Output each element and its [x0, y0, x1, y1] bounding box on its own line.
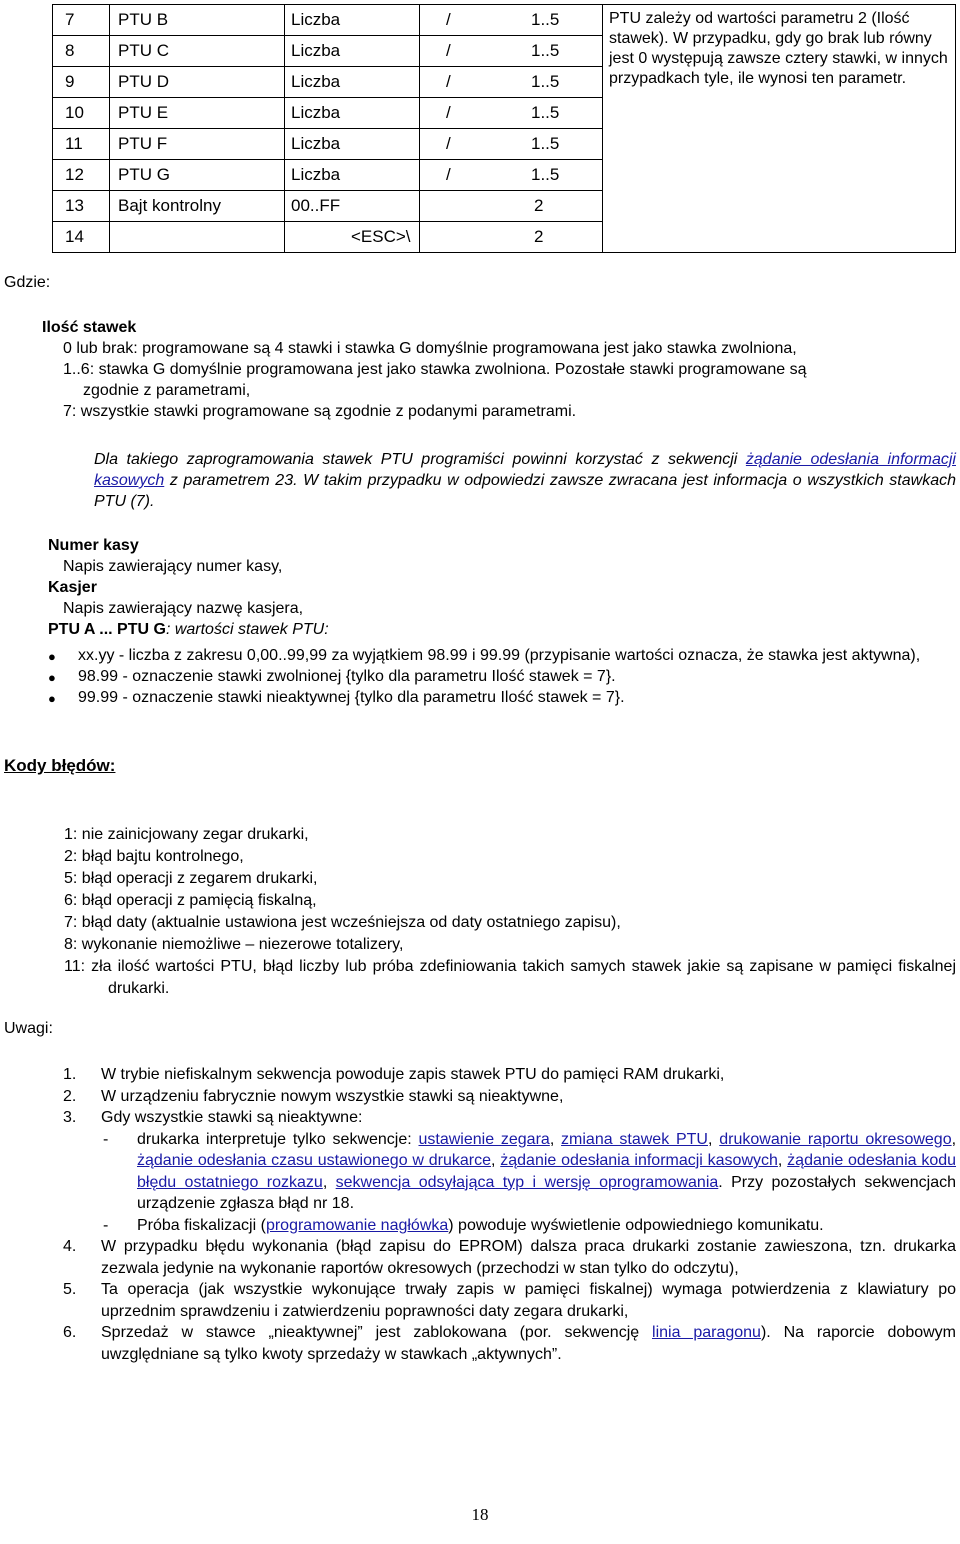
link-drukowanie-raportu-okresowego[interactable]: drukowanie raportu okresowego [719, 1130, 952, 1148]
note-number: 5. [63, 1281, 77, 1298]
row-type-value: <ESC>\ [351, 227, 411, 246]
note-text: Ta operacja (jak wszystkie wykonujące trwały zapis w pamięci fiskalnej) wymaga potwierdzenia z klawiatury po uprzednim sprawdzeniu i zatwierdzeniu poprawności daty zegara drukarki, [101, 1281, 956, 1320]
note-text: ). Na raporcie dobowym uwzględniane są tylko kwoty sprzedaży w stawkach „aktywnych”. [101, 1324, 957, 1363]
ilosc-para-text: Dla takiego zaprogramowania stawek PTU programiści powinni korzystać z sekwencji [94, 451, 738, 468]
row-range [420, 5, 603, 36]
row-type-value: Liczba [291, 134, 341, 153]
page-number: 18 [471, 1505, 489, 1524]
row-separator [426, 196, 531, 216]
row-type-value: Liczba [291, 72, 341, 91]
row-range-value: 1..5 [531, 165, 560, 184]
row-type [285, 129, 420, 160]
row-separator: / [446, 103, 451, 122]
link-programowanie-naglowka[interactable]: programowanie nagłówka [265, 1216, 449, 1234]
note-text: Sprzedaż w stawce „nieaktywnej” jest zablokowana (por. sekwencję [101, 1324, 640, 1341]
row-number: 7 [53, 5, 110, 36]
note-item [63, 1236, 956, 1279]
row-range [420, 160, 603, 191]
ptu-desc: : wartości stawek PTU: [165, 621, 329, 638]
row-type-value: Liczba [291, 10, 341, 29]
row-range-value: 1..5 [531, 41, 560, 60]
row-range-value: 1..5 [531, 103, 560, 122]
row-type-value: Liczba [291, 41, 341, 60]
link-zadanie-informacji-kasowych-2[interactable]: żądanie odesłania informacji kasowych [500, 1152, 778, 1169]
link-zadanie-informacji-kasowych[interactable]: żądanie odesłania informacji kasowych [94, 451, 956, 489]
ilosc-paragraph [94, 449, 956, 512]
row-name: PTU G [110, 160, 285, 191]
link-zadanie-kodu-bledu[interactable]: żądanie odesłania kodu błędu ostatniego rozkazu [137, 1152, 957, 1191]
link-zadanie-czasu[interactable]: żądanie odesłania czasu ustawionego w drukarce [137, 1152, 491, 1169]
note-item [63, 1086, 956, 1108]
row-range-value: 2 [534, 196, 544, 215]
uwagi-list [63, 1064, 956, 1365]
bullet-item: ● xx.yy - liczba z zakresu 0,00..99,99 za wyjątkiem 98.99 i 99.99 (przypisanie wartości oznacza, że stawka jest aktywna), [48, 645, 955, 666]
note-text: . Przy pozostałych sekwencjach urządzenie zgłasza błąd nr 18. [137, 1173, 956, 1212]
row-number: 14 [53, 222, 110, 253]
error-item: 11: zła ilość wartości PTU, błąd liczby lub próba zdefiniowania takich samych stawek jakie są zapisane w pamięci fiskalnej drukarki. [64, 958, 956, 997]
row-range [420, 36, 603, 67]
note-item [63, 1107, 956, 1236]
row-type-value: Liczba [291, 165, 341, 184]
row-number: 13 [53, 191, 110, 222]
row-type [285, 98, 420, 129]
error-item: 1: nie zainicjowany zegar drukarki, [64, 826, 309, 843]
ptu-title: PTU A ... PTU G [48, 621, 166, 638]
numer-kasy-title: Numer kasy [48, 537, 139, 554]
note-text: Gdy wszystkie stawki są nieaktywne: [101, 1109, 363, 1126]
ilosc-line-1: 0 lub brak: programowane są 4 stawki i stawka G domyślnie programowana jest jako stawka zwolniona, [63, 340, 797, 357]
row-range [420, 67, 603, 98]
ptu-note: PTU zależy od wartości parametru 2 (Ilość stawek). W przypadku, gdy go brak lub równy jest 0 występują zawsze cztery stawki, w innych przypadkach tyle, ile wynosi ten parametr. [603, 5, 956, 253]
row-range-value: 1..5 [531, 10, 560, 29]
row-type [285, 36, 420, 67]
row-range-value: 1..5 [531, 134, 560, 153]
note-3-dash-2: - Próba fiskalizacji (programowanie nagłówka) powoduje wyświetlenie odpowiedniego komunikatu. [103, 1216, 824, 1234]
row-separator: / [446, 10, 451, 29]
row-name: PTU B [110, 5, 285, 36]
row-range-value: 1..5 [531, 72, 560, 91]
link-zmiana-stawek-ptu[interactable]: zmiana stawek PTU [561, 1130, 708, 1148]
note-3-dash-1: - drukarka interpretuje tylko sekwencje: ustawienie zegara, zmiana stawek PTU, drukowanie raportu okresowego, żądanie odesłania czasu ustawionego w drukarce, żądanie odesłania informacji kasowych, żądanie odesłania kodu błędu ostatniego rozkazu, sekwencja odsyłająca typ i wersję oprogramowania. Przy pozostałych sekwencjach urządzenie zgłasza błąd nr 18. [103, 1130, 957, 1212]
note-text: Próba fiskalizacji ( [137, 1216, 266, 1234]
row-name [110, 222, 285, 253]
note-number: 6. [63, 1324, 77, 1341]
link-ustawienie-zegara[interactable]: ustawienie zegara [418, 1130, 550, 1148]
numer-kasy-section [48, 535, 958, 640]
link-typ-wersja-oprogramowania[interactable]: sekwencja odsyłająca typ i wersję oprogramowania [335, 1173, 719, 1191]
ilosc-para-text-2: z parametrem 23. W takim przypadku w odpowiedzi zawsze zwracana jest informacja o wszystkich stawkach PTU (7). [94, 472, 957, 510]
row-range [420, 191, 603, 222]
link-linia-paragonu[interactable]: linia paragonu [652, 1324, 761, 1341]
gdzie-label: Gdzie: [4, 274, 51, 291]
ilosc-line-2: 1..6: stawka G domyślnie programowana jest jako stawka zwolniona. Pozostałe stawki programowane są [63, 361, 807, 378]
row-type [285, 67, 420, 98]
ilosc-line-3: 7: wszystkie stawki programowane są zgodnie z podanymi parametrami. [63, 403, 577, 420]
row-separator: / [446, 72, 451, 91]
ptu-bullets [48, 645, 955, 708]
note-text: W urządzeniu fabrycznie nowym wszystkie stawki są nieaktywne, [101, 1087, 564, 1105]
ilosc-stawek-section [42, 317, 958, 422]
kasjer-title: Kasjer [48, 579, 97, 596]
row-number: 12 [53, 160, 110, 191]
row-type-value: 00..FF [291, 196, 341, 215]
row-separator: / [446, 165, 451, 184]
row-type [285, 222, 420, 253]
row-name: PTU D [110, 67, 285, 98]
row-type [285, 191, 420, 222]
bullet-item: ● 98.99 - oznaczenie stawki zwolnionej {tylko dla parametru Ilość stawek = 7}. [48, 666, 955, 687]
row-name: PTU E [110, 98, 285, 129]
row-type-value: Liczba [291, 103, 341, 122]
row-number: 8 [53, 36, 110, 67]
row-name: PTU C [110, 36, 285, 67]
note-text: drukarka interpretuje tylko sekwencje: [137, 1130, 412, 1148]
note-number: 2. [63, 1087, 77, 1105]
note-text: W przypadku błędu wykonania (błąd zapisu do EPROM) dalsza praca drukarki zostanie zawieszona, tzn. drukarka zezwala jedynie na wykonanie raportów okresowych (przechodzi w stan tylko do odczytu), [101, 1238, 956, 1277]
note-number: 1. [63, 1066, 77, 1083]
error-item: 6: błąd operacji z pamięcią fiskalną, [64, 892, 317, 909]
error-item: 7: błąd daty (aktualnie ustawiona jest wcześniejsza od daty ostatniego zapisu), [64, 914, 621, 931]
error-item: 8: wykonanie niemożliwe – niezerowe totalizery, [64, 936, 404, 953]
numer-kasy-desc: Napis zawierający numer kasy, [63, 558, 283, 575]
note-item [63, 1064, 956, 1086]
row-range [420, 222, 603, 253]
kody-bledow-list [64, 824, 956, 1000]
ptu-parameter-table [52, 4, 956, 253]
error-item: 5: błąd operacji z zegarem drukarki, [64, 870, 318, 887]
row-range-value: 2 [534, 227, 544, 246]
note-item [63, 1322, 956, 1365]
row-separator [426, 227, 531, 247]
note-text: W trybie niefiskalnym sekwencja powoduje zapis stawek PTU do pamięci RAM drukarki, [101, 1066, 725, 1083]
kody-bledow-title: Kody błędów: [4, 756, 116, 775]
row-type [285, 160, 420, 191]
note-text: ) powoduje wyświetlenie odpowiedniego komunikatu. [448, 1216, 824, 1234]
row-separator: / [446, 41, 451, 60]
uwagi-title: Uwagi: [4, 1020, 53, 1037]
error-item: 2: błąd bajtu kontrolnego, [64, 848, 244, 865]
kasjer-desc: Napis zawierający nazwę kasjera, [63, 600, 304, 617]
table-row [53, 5, 956, 36]
row-number: 10 [53, 98, 110, 129]
ilosc-line-2b: zgodnie z parametrami, [83, 382, 251, 399]
row-name: PTU F [110, 129, 285, 160]
ilosc-stawek-title: Ilość stawek [42, 319, 137, 336]
row-number: 9 [53, 67, 110, 98]
note-number: 3. [63, 1109, 77, 1126]
bullet-item: ● 99.99 - oznaczenie stawki nieaktywnej {tylko dla parametru Ilość stawek = 7}. [48, 687, 955, 708]
row-number: 11 [53, 129, 110, 160]
note-item [63, 1279, 956, 1322]
row-range [420, 129, 603, 160]
row-range [420, 98, 603, 129]
note-number: 4. [63, 1238, 77, 1255]
row-separator: / [446, 134, 451, 153]
ptu-heading [48, 619, 958, 640]
row-name: Bajt kontrolny [110, 191, 285, 222]
row-type [285, 5, 420, 36]
